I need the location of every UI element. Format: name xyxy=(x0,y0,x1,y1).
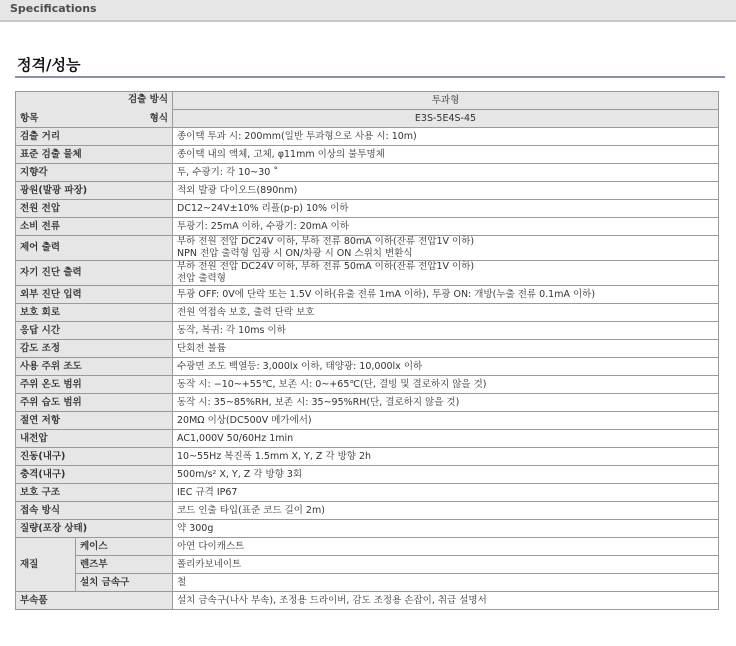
material-value: 철 xyxy=(173,574,719,592)
header-bar xyxy=(0,0,736,20)
row-label: 응답 시간 xyxy=(16,322,173,340)
row-value-line: 부하 전원 전압 DC24V 이하, 부하 전류 80mA 이하(잔류 전압1V 이하) xyxy=(177,236,475,247)
row-value: 동작 시: −10~+55℃, 보존 시: 0~+65℃(단, 결빙 및 결로하지 않을 것) xyxy=(173,376,719,394)
row-value: 투광 OFF: 0V에 단락 또는 1.5V 이하(유출 전류 1mA 이하), 투광 ON: 개방(누출 전류 0.1mA 이하) xyxy=(173,286,719,304)
table-row xyxy=(16,430,719,448)
table-row xyxy=(16,466,719,484)
table-row xyxy=(16,182,719,200)
row-value-line: 전압 출력형 xyxy=(177,273,226,284)
row-value: 20MΩ 이상(DC500V 메가에서) xyxy=(173,412,719,430)
row-value: 단회전 볼륨 xyxy=(173,340,719,358)
table-row-material xyxy=(16,556,719,574)
row-label: 주위 온도 범위 xyxy=(16,376,173,394)
row-value-line: 부하 전원 전압 DC24V 이하, 부하 전류 50mA 이하(잔류 전압1V 이하) xyxy=(177,261,475,272)
table-row xyxy=(16,484,719,502)
row-value: 코드 인출 타입(표준 코드 길이 2m) xyxy=(173,502,719,520)
row-value-line: NPN 전압 출력형 입광 시 ON/차광 시 ON 스위치 변환식 xyxy=(177,248,413,259)
row-value xyxy=(173,236,719,261)
spec-table xyxy=(15,91,719,610)
row-value: 종이택 투과 시: 200mm(일반 투과형으로 사용 시: 10m) xyxy=(173,128,719,146)
row-label: 사용 주위 조도 xyxy=(16,358,173,376)
row-label: 주위 습도 범위 xyxy=(16,394,173,412)
row-value: 적외 발광 다이오드(890nm) xyxy=(173,182,719,200)
row-value: 투광기: 25mA 이하, 수광기: 20mA 이하 xyxy=(173,218,719,236)
row-value: 동작 시: 35~85%RH, 보존 시: 35~95%RH(단, 결로하지 않을 것) xyxy=(173,394,719,412)
corner-model-label: 형식 xyxy=(149,113,168,124)
row-label: 보호 회로 xyxy=(16,304,173,322)
row-value: DC12~24V±10% 리플(p-p) 10% 이하 xyxy=(173,200,719,218)
table-corner-cell xyxy=(16,92,173,128)
table-row xyxy=(16,322,719,340)
row-value: 종이택 내의 액체, 고체, φ11mm 이상의 불투명체 xyxy=(173,146,719,164)
detection-method-value: 투과형 xyxy=(173,92,719,110)
table-row xyxy=(16,340,719,358)
row-label: 내전압 xyxy=(16,430,173,448)
row-label: 감도 조정 xyxy=(16,340,173,358)
table-row xyxy=(16,128,719,146)
material-value: 아연 다이캐스트 xyxy=(173,538,719,556)
row-value: 수광면 조도 백열등: 3,000lx 이하, 태양광: 10,000lx 이하 xyxy=(173,358,719,376)
table-row xyxy=(16,394,719,412)
table-row xyxy=(16,218,719,236)
model-value: E3S-5E4S-45 xyxy=(173,110,719,128)
table-row xyxy=(16,261,719,286)
row-label: 충격(내구) xyxy=(16,466,173,484)
row-label: 소비 전류 xyxy=(16,218,173,236)
row-label: 검출 거리 xyxy=(16,128,173,146)
table-header-row-1 xyxy=(16,92,719,110)
table-row xyxy=(16,304,719,322)
material-sub-label: 케이스 xyxy=(76,538,173,556)
table-row xyxy=(16,502,719,520)
table-row xyxy=(16,146,719,164)
row-value: IEC 규격 IP67 xyxy=(173,484,719,502)
material-sub-label: 설치 금속구 xyxy=(76,574,173,592)
row-label: 광원(발광 파장) xyxy=(16,182,173,200)
material-sub-label: 렌즈부 xyxy=(76,556,173,574)
row-label: 접속 방식 xyxy=(16,502,173,520)
row-label: 전원 전압 xyxy=(16,200,173,218)
accessories-value: 설치 금속구(나사 부속), 조정용 드라이버, 감도 조정용 손잡이, 취급 설명서 xyxy=(173,592,719,610)
header-divider xyxy=(0,20,736,22)
section-divider xyxy=(15,76,725,78)
table-row xyxy=(16,358,719,376)
table-row-material xyxy=(16,574,719,592)
row-label: 절연 저항 xyxy=(16,412,173,430)
table-row-material xyxy=(16,538,719,556)
row-value: 500m/s² X, Y, Z 각 방향 3회 xyxy=(173,466,719,484)
accessories-label: 부속품 xyxy=(16,592,173,610)
row-label: 제어 출력 xyxy=(16,236,173,261)
row-label: 지향각 xyxy=(16,164,173,182)
row-label: 자기 진단 출력 xyxy=(16,261,173,286)
row-value: 약 300g xyxy=(173,520,719,538)
table-row xyxy=(16,412,719,430)
table-row xyxy=(16,164,719,182)
row-label: 보호 구조 xyxy=(16,484,173,502)
row-value: 동작, 복귀: 각 10ms 이하 xyxy=(173,322,719,340)
table-row xyxy=(16,376,719,394)
material-value: 폴리카보네이트 xyxy=(173,556,719,574)
row-label: 진동(내구) xyxy=(16,448,173,466)
corner-item-label: 항목 xyxy=(20,113,39,124)
table-row xyxy=(16,448,719,466)
material-label: 재질 xyxy=(16,538,76,592)
row-value: 전원 역접속 보호, 출력 단락 보호 xyxy=(173,304,719,322)
row-value: 투, 수광기: 각 10~30 ˚ xyxy=(173,164,719,182)
row-label: 외부 진단 입력 xyxy=(16,286,173,304)
header-title: Specifications xyxy=(10,2,97,15)
table-row xyxy=(16,236,719,261)
corner-detection-label: 검출 방식 xyxy=(127,94,168,105)
row-value: 10~55Hz 복진폭 1.5mm X, Y, Z 각 방향 2h xyxy=(173,448,719,466)
table-row xyxy=(16,286,719,304)
row-value: AC1,000V 50/60Hz 1min xyxy=(173,430,719,448)
table-row xyxy=(16,520,719,538)
section-title: 정격/성능 xyxy=(17,56,81,74)
table-row-accessories xyxy=(16,592,719,610)
table-row xyxy=(16,200,719,218)
row-label: 표준 검출 물체 xyxy=(16,146,173,164)
row-value xyxy=(173,261,719,286)
row-label: 질량(포장 상태) xyxy=(16,520,173,538)
